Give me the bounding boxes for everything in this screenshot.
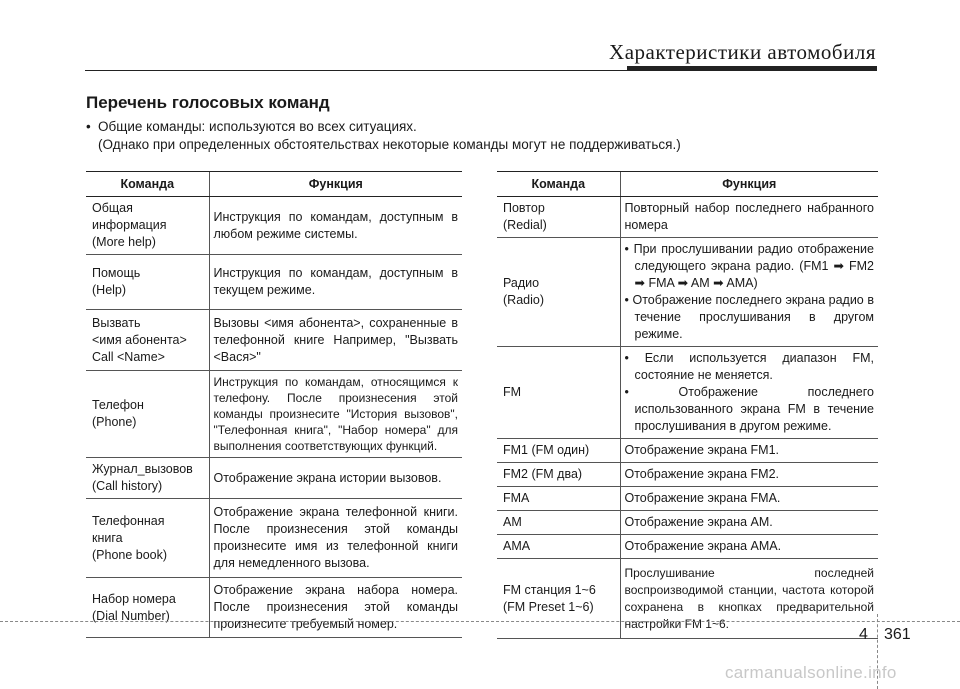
table-row bbox=[497, 197, 878, 238]
table-header-row bbox=[86, 172, 462, 197]
function-cell: Отображение экрана истории вызовов. bbox=[209, 458, 462, 499]
command-cell: Телефон (Phone) bbox=[86, 371, 209, 458]
command-cell: FM станция 1~6 (FM Preset 1~6) bbox=[497, 559, 620, 639]
command-cell: Радио (Radio) bbox=[497, 238, 620, 347]
table-row bbox=[497, 347, 878, 439]
table-row bbox=[497, 487, 878, 511]
command-cell: FM bbox=[497, 347, 620, 439]
table-row bbox=[497, 439, 878, 463]
chapter-number: 4 bbox=[859, 626, 868, 643]
table-row bbox=[86, 499, 462, 578]
function-list-item: • Если используется диапазон FM, состояние не меняется. bbox=[625, 350, 875, 384]
table-row bbox=[86, 255, 462, 310]
function-list-item: • При прослушивании радио отображение следующего экрана радио. (FM1 ➡ FM2 ➡ FMA ➡ AM ➡ AMA) bbox=[625, 241, 875, 292]
watermark-text: carmanualsonline.info bbox=[725, 663, 897, 682]
function-cell: Отображение экрана набора номера. После произнесения этой команды произнесите требуемый номер. bbox=[209, 578, 462, 638]
function-cell: Отображение экрана FMA. bbox=[620, 487, 878, 511]
table-header-row bbox=[497, 172, 878, 197]
header-rule bbox=[85, 70, 877, 71]
function-cell: Отображение экрана телефонной книги. После произнесения этой команды произнесите имя из телефонной книги для немедленного вызова. bbox=[209, 499, 462, 578]
function-list bbox=[625, 241, 875, 343]
command-cell: Повтор (Redial) bbox=[497, 197, 620, 238]
command-cell: FM1 (FM один) bbox=[497, 439, 620, 463]
command-cell: Помощь (Help) bbox=[86, 255, 209, 310]
command-cell: FM2 (FM два) bbox=[497, 463, 620, 487]
commands-table-right bbox=[497, 171, 878, 639]
intro-bullet-text: Общие команды: используются во всех ситуациях. bbox=[98, 119, 417, 134]
page-number: 361 bbox=[884, 626, 911, 643]
chapter-title: Характеристики автомобиля bbox=[609, 40, 876, 64]
table-row bbox=[497, 511, 878, 535]
function-cell: Инструкция по командам, доступным в текущем режиме. bbox=[209, 255, 462, 310]
table-row bbox=[86, 310, 462, 371]
command-cell: Набор номера (Dial Number) bbox=[86, 578, 209, 638]
header-function: Функция bbox=[620, 172, 878, 197]
table-row bbox=[497, 463, 878, 487]
footer-rule bbox=[0, 621, 960, 622]
function-cell: Инструкция по командам, относящимся к телефону. После произнесения этой команды произнесите "История вызовов", "Телефонная книга", "Набор номера" для выполнения соответствующих функций. bbox=[209, 371, 462, 458]
function-cell: Отображение экрана FM1. bbox=[620, 439, 878, 463]
table-row bbox=[86, 458, 462, 499]
function-cell: Отображение экрана AMA. bbox=[620, 535, 878, 559]
bullet-dot: • bbox=[86, 119, 91, 134]
function-cell: Отображение экрана FM2. bbox=[620, 463, 878, 487]
function-cell bbox=[620, 238, 878, 347]
command-cell: Общая информация (More help) bbox=[86, 197, 209, 255]
function-cell: Вызовы <имя абонента>, сохраненные в телефонной книге Например, "Вызвать <Вася>" bbox=[209, 310, 462, 371]
header-command: Команда bbox=[86, 172, 209, 197]
command-cell: AM bbox=[497, 511, 620, 535]
command-cell: Журнал_вызовов (Call history) bbox=[86, 458, 209, 499]
command-cell: AMA bbox=[497, 535, 620, 559]
table-row bbox=[86, 197, 462, 255]
table-row bbox=[497, 559, 878, 639]
command-cell: Вызвать <имя абонента> Call <Name> bbox=[86, 310, 209, 371]
table-row bbox=[497, 535, 878, 559]
table-row bbox=[86, 371, 462, 458]
function-cell: Отображение экрана AM. bbox=[620, 511, 878, 535]
function-cell: Инструкция по командам, доступным в любом режиме системы. bbox=[209, 197, 462, 255]
function-list-item: • Отображение последнего использованного экрана FM в течение прослушивания в другом режиме. bbox=[625, 384, 875, 435]
intro-note: (Однако при определенных обстоятельствах некоторые команды могут не поддерживаться.) bbox=[98, 137, 681, 152]
function-list bbox=[625, 350, 875, 435]
function-cell: Прослушивание последней воспроизводимой станции, частота которой сохранена в кнопках предварительной настройки FM 1~6. bbox=[620, 559, 878, 639]
header-function: Функция bbox=[209, 172, 462, 197]
table-row bbox=[86, 578, 462, 638]
function-list-item: • Отображение последнего экрана радио в течение прослушивания в другом режиме. bbox=[625, 292, 875, 343]
table-row bbox=[497, 238, 878, 347]
command-cell: Телефонная книга (Phone book) bbox=[86, 499, 209, 578]
function-cell bbox=[620, 347, 878, 439]
intro-bullet bbox=[86, 118, 886, 154]
section-heading: Перечень голосовых команд bbox=[86, 93, 330, 112]
function-cell: Повторный набор последнего набранного номера bbox=[620, 197, 878, 238]
commands-table-left bbox=[86, 171, 462, 638]
header-command: Команда bbox=[497, 172, 620, 197]
command-cell: FMA bbox=[497, 487, 620, 511]
